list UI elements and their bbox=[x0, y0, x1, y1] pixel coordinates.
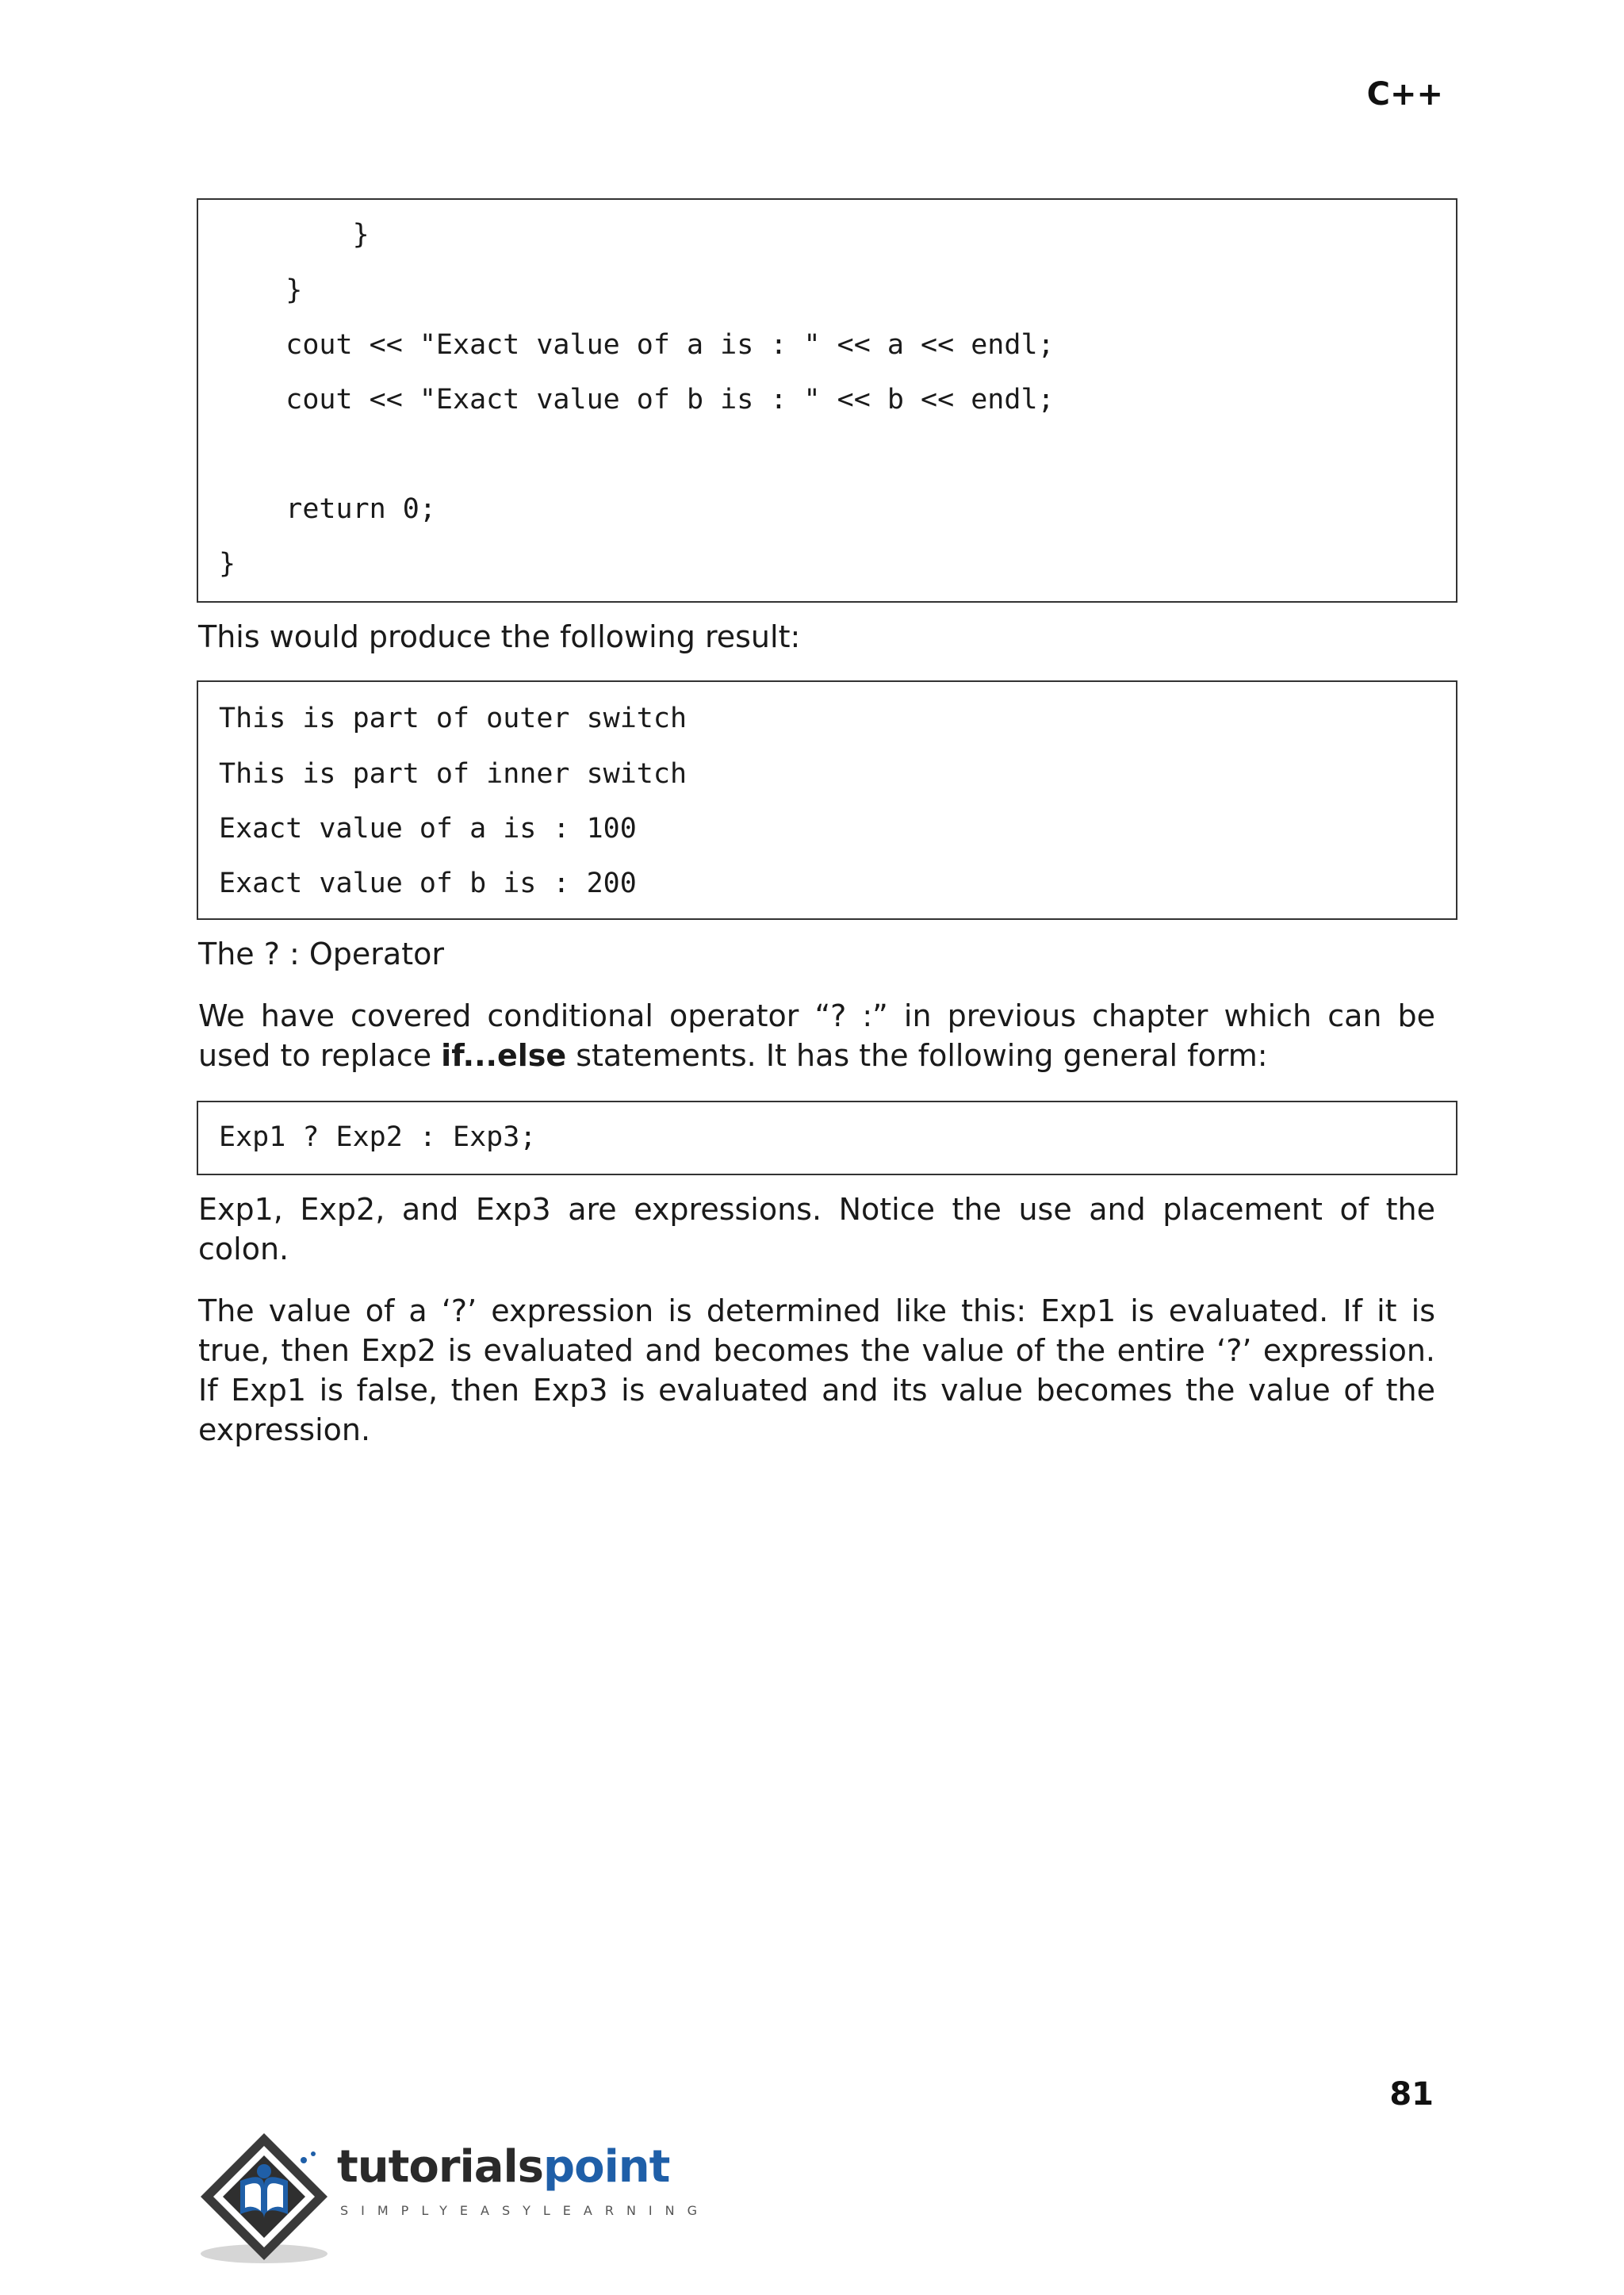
paragraph-conditional-operator bbox=[198, 996, 1435, 1075]
paragraph-text: statements. It has the following general form: bbox=[566, 1038, 1268, 1073]
paragraph-text: We have covered conditional operator “? :” in previous chapter which can be used to replace bbox=[198, 998, 1435, 1073]
code-line: return 0; bbox=[219, 493, 436, 525]
tutorialspoint-logo bbox=[194, 2125, 710, 2268]
logo-word-part-2: point bbox=[543, 2141, 670, 2193]
section-heading: The ? : Operator bbox=[198, 937, 444, 971]
result-intro-text: This would produce the following result: bbox=[198, 619, 801, 654]
code-line: cout << "Exact value of a is : " << a << endl; bbox=[219, 329, 1055, 361]
code-block-1 bbox=[197, 198, 1457, 603]
logo-wordmark bbox=[337, 2141, 669, 2193]
paragraph-evaluation: The value of a ‘?’ expression is determined like this: Exp1 is evaluated. If it is true, then Exp2 is evaluated and becomes the value of the entire ‘?’ expression. If Exp1 is false, then Exp3 is evaluated and its value becomes the value of the expression. bbox=[198, 1293, 1435, 1447]
logo-diamond-icon bbox=[194, 2125, 345, 2268]
code-line: This is part of inner switch bbox=[219, 758, 688, 790]
header-title: C++ bbox=[1366, 76, 1443, 113]
code-block-output bbox=[197, 680, 1457, 920]
logo-tagline: SIMPLYEASYLEARNING bbox=[340, 2203, 710, 2218]
page-number: 81 bbox=[1389, 2076, 1434, 2113]
code-line: } bbox=[219, 219, 370, 251]
code-line: } bbox=[219, 548, 236, 580]
code-line: } bbox=[219, 274, 303, 306]
code-block-general-form bbox=[197, 1101, 1457, 1175]
code-line: Exact value of b is : 200 bbox=[219, 868, 637, 899]
code-line: Exact value of a is : 100 bbox=[219, 813, 637, 845]
code-line: This is part of outer switch bbox=[219, 703, 688, 734]
paragraph-expressions: Exp1, Exp2, and Exp3 are expressions. Notice the use and placement of the colon. bbox=[198, 1192, 1435, 1266]
code-line: Exp1 ? Exp2 : Exp3; bbox=[219, 1121, 537, 1153]
logo-word-part-1: tutorials bbox=[337, 2141, 544, 2193]
code-line: cout << "Exact value of b is : " << b << endl; bbox=[219, 384, 1055, 416]
bold-keyword: if...else bbox=[441, 1038, 567, 1073]
